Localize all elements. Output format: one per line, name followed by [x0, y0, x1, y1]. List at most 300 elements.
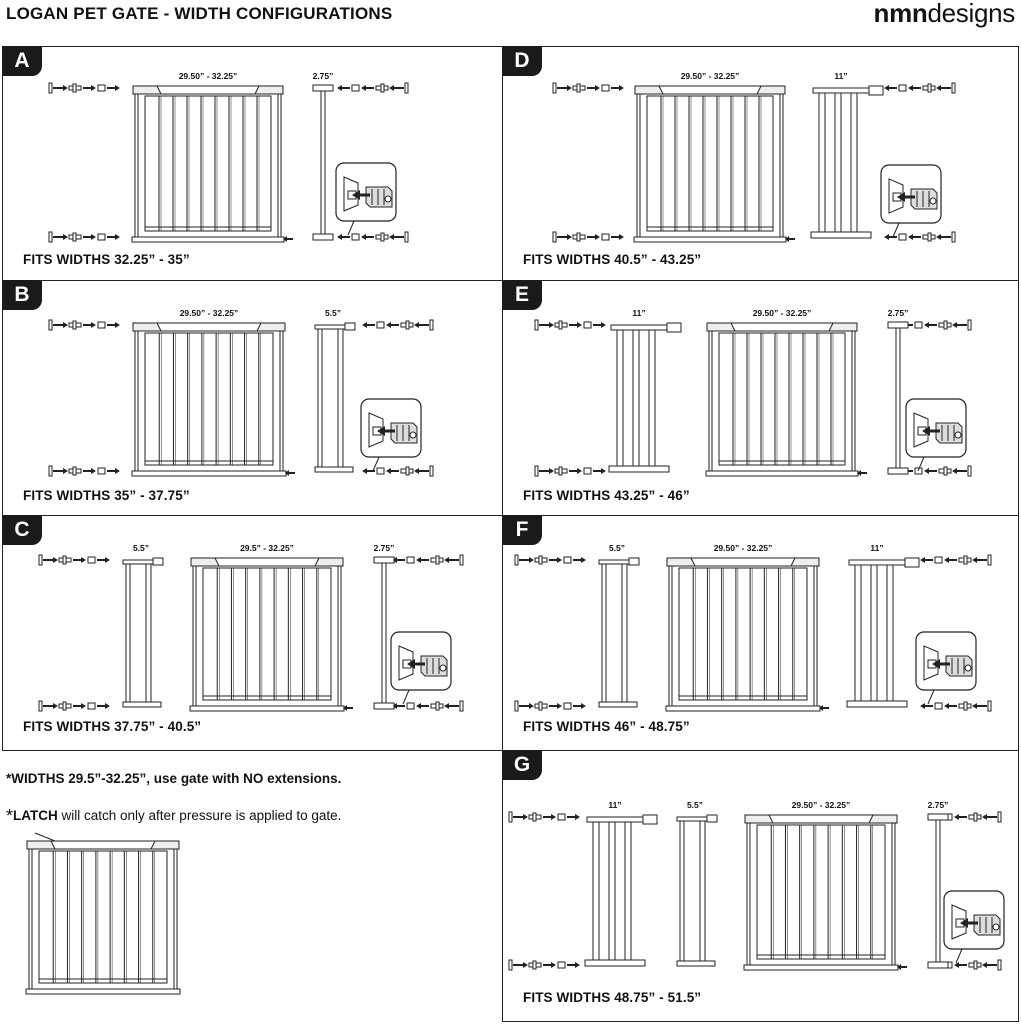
mount-hardware-left-bottom [39, 701, 110, 711]
config-diagram-b [3, 281, 504, 517]
wall-cup [553, 83, 556, 93]
extension-width-label: 2.75” [927, 800, 949, 810]
wall-cup [49, 232, 52, 242]
config-diagram-e [503, 281, 1020, 517]
ext-foot [847, 701, 907, 707]
mount-hardware-right-bottom [362, 466, 433, 476]
mount-hardware-right-top [337, 83, 408, 93]
latch-right [791, 558, 819, 566]
extension-ext-2-75 [313, 85, 333, 240]
extension-ext-5-5 [677, 815, 717, 966]
gate-main [706, 323, 858, 476]
arrow-head [924, 322, 929, 328]
ext-bottom-connector [888, 468, 908, 474]
arrow-head [575, 814, 580, 820]
wall-cup [988, 555, 991, 565]
arrow-head [954, 814, 959, 820]
wall-cup [998, 812, 1001, 822]
spindle-nut [559, 467, 562, 475]
inset-screw [955, 432, 961, 438]
extension-width-label: 11” [608, 800, 622, 810]
wall-cup [988, 701, 991, 711]
arrow-head [557, 557, 562, 563]
ext-post [338, 329, 343, 467]
mount-hardware-left-bottom [509, 960, 580, 970]
arrow-head [920, 703, 925, 709]
wall-cup [968, 320, 971, 330]
washer [98, 85, 105, 91]
ext-top-connector [313, 85, 333, 91]
extension-ext-11 [811, 86, 883, 238]
washer [407, 703, 414, 709]
arrow-head [601, 322, 606, 328]
arrow-head [952, 468, 957, 474]
spindle-nut [436, 702, 439, 710]
config-diagram-g [503, 751, 1020, 1023]
gate-width-label: 29.5” - 32.25” [240, 543, 294, 553]
gate-base [666, 706, 820, 711]
ext-post [896, 325, 900, 471]
arrow-head [115, 85, 120, 91]
mount-hardware-left-top [553, 83, 624, 93]
arrow-head [81, 557, 86, 563]
spindle-nut [406, 321, 409, 329]
mount-hardware-left-bottom [49, 232, 120, 242]
arrow-head [63, 85, 68, 91]
arrow-head [581, 703, 586, 709]
washer [98, 322, 105, 328]
washer [899, 85, 906, 91]
arrow-head [361, 234, 366, 240]
page-title: LOGAN PET GATE - WIDTH CONFIGURATIONS [6, 4, 393, 23]
mount-hardware-right-top [362, 320, 433, 330]
washer [98, 468, 105, 474]
wall-cup [49, 466, 52, 476]
latch-left [191, 558, 219, 566]
arrow-head [920, 557, 925, 563]
fits-widths-label: FITS WIDTHS 40.5” - 43.25” [523, 252, 702, 267]
arrow-head [91, 85, 96, 91]
spindle-nut [406, 467, 409, 475]
arrow-head [577, 468, 582, 474]
gate-main [744, 815, 898, 970]
ext-post [146, 564, 151, 702]
connector-detail-inset [906, 399, 966, 471]
fits-widths-label: FITS WIDTHS 48.75” - 51.5” [523, 990, 702, 1005]
arrow-head [944, 557, 949, 563]
gate-base [744, 965, 898, 970]
spindle-nut [73, 84, 76, 92]
latch-note [6, 806, 341, 827]
arrow-head [884, 234, 889, 240]
gate-door [145, 96, 271, 231]
arrow-head [529, 703, 534, 709]
wall-cup [553, 232, 556, 242]
washer [602, 85, 609, 91]
arrow-head [557, 703, 562, 709]
gate-door [757, 825, 885, 959]
latch-text: will catch only after pressure is applied to gate. [57, 808, 342, 823]
washer [584, 322, 591, 328]
spindle-nut [928, 84, 931, 92]
extension-width-label: 5.5” [608, 543, 626, 553]
inset-screw [410, 432, 416, 438]
arrow-head [982, 962, 987, 968]
arrow-head [551, 962, 556, 968]
washer [602, 234, 609, 240]
mount-hardware-right-bottom [900, 466, 971, 476]
arrow-head [105, 557, 110, 563]
gate-base [132, 237, 284, 242]
latch-right [315, 558, 343, 566]
ext-connector [629, 558, 639, 565]
arrow-head [414, 322, 419, 328]
panel-letter: E [502, 280, 542, 310]
wall-cup [39, 701, 42, 711]
wall-cup [509, 960, 512, 970]
extension-ext-11 [585, 815, 657, 966]
ext-foot [123, 702, 161, 707]
ext-top-connector [928, 814, 948, 820]
mount-hardware-left-bottom [515, 701, 586, 711]
wall-cup [509, 812, 512, 822]
arrow-head [337, 85, 342, 91]
arrow-head [63, 322, 68, 328]
arrow-head [91, 322, 96, 328]
gate-door [203, 568, 331, 700]
extension-width-label: 11” [870, 543, 884, 553]
spindle-nut [63, 702, 66, 710]
arrow-head [936, 234, 941, 240]
wall-cup [535, 320, 538, 330]
mount-hardware-left-bottom [553, 232, 624, 242]
ext-post [382, 560, 386, 706]
gate-door [647, 96, 773, 231]
inset-pointer [893, 223, 899, 237]
gate-main [666, 558, 820, 711]
spindle-nut [928, 233, 931, 241]
wall-cup [460, 555, 463, 565]
gate-base [634, 237, 786, 242]
gate-width-label: 29.50” - 32.25” [713, 543, 773, 553]
gate-top-rail [27, 841, 179, 849]
fits-widths-label: FITS WIDTHS 46” - 48.75” [523, 719, 690, 734]
gate-door [39, 851, 167, 983]
latch-right [255, 86, 283, 94]
spindle-nut [63, 556, 66, 564]
arrow-head [416, 557, 421, 563]
spindle-nut [964, 702, 967, 710]
ext-foot [677, 961, 715, 966]
latch-left [133, 323, 161, 331]
gate-width-label: 29.50” - 32.25” [680, 71, 740, 81]
wall-cup [39, 555, 42, 565]
latch-right [869, 815, 897, 823]
inset-screw [385, 196, 391, 202]
arrow-head [115, 322, 120, 328]
wall-cup [405, 83, 408, 93]
ext-post [609, 822, 615, 960]
inset-pointer [403, 690, 409, 704]
wall-cup [952, 232, 955, 242]
gate-frame [29, 843, 177, 989]
wall-cup [49, 83, 52, 93]
gate-door [145, 333, 273, 465]
fits-widths-label: FITS WIDTHS 35” - 37.75” [23, 488, 190, 503]
ext-connector [345, 323, 355, 330]
arrow-head [91, 234, 96, 240]
inset-screw [965, 665, 971, 671]
gate-main [26, 841, 180, 994]
arrow-head [575, 962, 580, 968]
latch-right [757, 86, 785, 94]
wall-cup [430, 320, 433, 330]
ext-foot [811, 232, 871, 238]
panel-letter: G [502, 750, 542, 780]
extension-ext-5-5 [315, 323, 355, 472]
ext-bottom-connector [928, 962, 948, 968]
arrow-head [389, 85, 394, 91]
config-diagram-f [503, 516, 1020, 752]
gate-base [132, 471, 286, 476]
inset-pointer [928, 690, 934, 704]
spindle-nut [974, 813, 977, 821]
wall-cup [49, 320, 52, 330]
ext-top-rail [813, 88, 869, 93]
panel-f [502, 515, 1019, 751]
ext-post [936, 817, 940, 965]
ext-top-rail [587, 817, 643, 822]
extension-width-label: 11” [834, 71, 848, 81]
arrow-head [944, 703, 949, 709]
arrow-head [361, 85, 366, 91]
ext-post [851, 93, 857, 232]
spindle-nut [944, 321, 947, 329]
latch-right [151, 841, 179, 849]
spindle-nut [73, 233, 76, 241]
wall-cup [535, 466, 538, 476]
mount-hardware-right-bottom [920, 701, 991, 711]
ext-top-rail [123, 560, 153, 564]
panel-c [2, 515, 503, 751]
gate-inner-frame [32, 846, 174, 989]
ext-post [617, 330, 623, 466]
latch-left [635, 86, 663, 94]
washer [899, 234, 906, 240]
arrow-head [551, 814, 556, 820]
spindle-nut [436, 556, 439, 564]
arrow-head [982, 814, 987, 820]
wall-cup [405, 232, 408, 242]
arrow-head [63, 234, 68, 240]
ext-post [871, 565, 877, 701]
gate-width-label: 29.50” - 32.25” [791, 800, 851, 810]
spindle-nut [533, 813, 536, 821]
ext-post [855, 565, 861, 701]
arrow-head [972, 557, 977, 563]
gate-door [719, 333, 845, 465]
ext-post-inner [680, 821, 684, 961]
ext-post [835, 93, 841, 232]
washer [88, 557, 95, 563]
ext-top-rail [599, 560, 629, 564]
ext-connector [667, 323, 681, 332]
latch-word: LATCH [13, 808, 58, 823]
ext-connector [153, 558, 163, 565]
extension-width-label: 5.5” [324, 308, 342, 318]
connector-detail-inset [391, 632, 451, 704]
ext-post [633, 330, 639, 466]
arrow-head [972, 703, 977, 709]
washer [377, 468, 384, 474]
washer [558, 814, 565, 820]
mount-hardware-right-top [920, 555, 991, 565]
ext-post [887, 565, 893, 701]
extension-ext-11 [609, 323, 681, 472]
arrow-head [115, 468, 120, 474]
arrow-head [63, 468, 68, 474]
ext-post [593, 822, 599, 960]
washer [352, 234, 359, 240]
gate-door [679, 568, 807, 700]
ext-top-rail [849, 560, 905, 565]
mount-hardware-left-top [49, 83, 120, 93]
mount-hardware-left-top [509, 812, 580, 822]
mount-hardware-left-top [535, 320, 606, 330]
gate-width-label: 29.50” - 32.25” [752, 308, 812, 318]
spindle-nut [577, 233, 580, 241]
extension-ext-2-75 [374, 557, 394, 709]
wall-cup [430, 466, 433, 476]
ext-bottom-connector [374, 703, 394, 709]
ext-post [622, 564, 627, 702]
washer [377, 322, 384, 328]
arrow-head [91, 468, 96, 474]
spindle-nut [974, 961, 977, 969]
arrow-head [884, 85, 889, 91]
arrow-head [577, 322, 582, 328]
gate-main [132, 323, 286, 476]
arrow-head [53, 557, 58, 563]
washer [935, 703, 942, 709]
panel-e [502, 280, 1019, 516]
config-diagram-c [3, 516, 504, 752]
arrow-head [601, 468, 606, 474]
arrow-head [386, 468, 391, 474]
ext-foot [315, 467, 353, 472]
spindle-nut [539, 702, 542, 710]
arrow-head [444, 557, 449, 563]
spindle-nut [73, 321, 76, 329]
arrow-head [567, 85, 572, 91]
spindle-nut [381, 233, 384, 241]
extension-width-label: 5.5” [686, 800, 704, 810]
arrow-head [908, 234, 913, 240]
inset-screw [930, 198, 936, 204]
spindle-nut [944, 467, 947, 475]
connector-detail-inset [336, 163, 396, 235]
ext-top-connector [374, 557, 394, 563]
ext-bottom-connector [313, 234, 333, 240]
extension-width-label: 5.5” [132, 543, 150, 553]
arrow-head [362, 322, 367, 328]
inset-screw [993, 924, 999, 930]
arrow-head [952, 322, 957, 328]
panel-letter: B [2, 280, 42, 310]
arrow-head [595, 85, 600, 91]
gate-main [190, 558, 344, 711]
ext-top-connector [888, 322, 908, 328]
extension-width-label: 11” [632, 308, 646, 318]
arrow-head [908, 85, 913, 91]
washer [98, 234, 105, 240]
extension-ext-5-5 [599, 558, 639, 707]
arrow-head [595, 234, 600, 240]
connector-detail-inset [881, 165, 941, 237]
arrow-head [337, 234, 342, 240]
fits-widths-label: FITS WIDTHS 32.25” - 35” [23, 252, 190, 267]
brand-bold: nmn [873, 0, 928, 28]
ext-foot [599, 702, 637, 707]
mount-hardware-right-top [392, 555, 463, 565]
spindle-nut [533, 961, 536, 969]
arrow-head [53, 703, 58, 709]
mount-hardware-right-top [884, 83, 955, 93]
arrow-head [936, 85, 941, 91]
ext-post [321, 88, 325, 237]
ext-post [649, 330, 655, 466]
panel-letter: A [2, 46, 42, 76]
arrow-head [416, 703, 421, 709]
panel-g [502, 750, 1019, 1022]
wall-cup [515, 555, 518, 565]
gate-width-label: 29.50” - 32.25” [178, 71, 238, 81]
arrow-head [523, 814, 528, 820]
mount-hardware-left-top [39, 555, 110, 565]
arrow-head [389, 234, 394, 240]
gate-main [132, 86, 284, 242]
connector-detail-inset [944, 891, 1004, 963]
wall-cup [515, 701, 518, 711]
arrow-head [105, 703, 110, 709]
ext-post [625, 822, 631, 960]
latch-left [133, 86, 161, 94]
mount-hardware-left-top [515, 555, 586, 565]
arrow-head [115, 234, 120, 240]
no-extensions-note: *WIDTHS 29.5”-32.25”, use gate with NO extensions. [6, 771, 342, 786]
mount-hardware-left-top [49, 320, 120, 330]
spindle-nut [559, 321, 562, 329]
ext-foot [585, 960, 645, 966]
panel-a [2, 46, 503, 281]
washer [564, 703, 571, 709]
extension-ext-5-5 [123, 558, 163, 707]
arrow-head [362, 468, 367, 474]
ext-post [819, 93, 825, 232]
arrow-head [529, 557, 534, 563]
latch-asterisk: * [6, 806, 14, 826]
ext-connector [707, 815, 717, 822]
spindle-nut [964, 556, 967, 564]
wall-cup [998, 960, 1001, 970]
washer [352, 85, 359, 91]
ext-post-inner [602, 564, 606, 702]
latch-left [667, 558, 695, 566]
spindle-nut [577, 84, 580, 92]
arrow-head [549, 468, 554, 474]
config-diagram-d [503, 47, 1020, 282]
ext-post [700, 821, 705, 961]
